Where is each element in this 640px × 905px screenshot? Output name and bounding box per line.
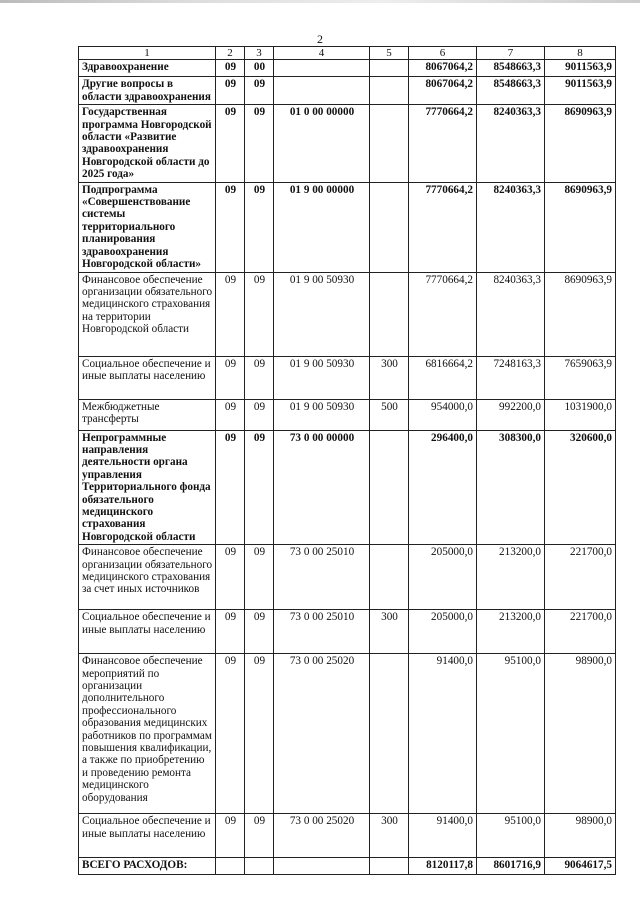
amount-year3-cell: 9064617,5 — [545, 858, 616, 875]
section-code-cell: 09 — [216, 182, 245, 272]
amount-year1-cell: 8120117,8 — [409, 858, 477, 875]
target-article-cell — [274, 77, 370, 105]
target-article-cell: 01 9 00 50930 — [274, 356, 370, 399]
section-code-cell: 09 — [216, 60, 245, 77]
amount-year2-cell: 8240363,3 — [477, 182, 545, 272]
amount-year1-cell: 7770664,2 — [409, 182, 477, 272]
section-code-cell — [216, 858, 245, 875]
amount-year3-cell: 221700,0 — [545, 545, 616, 610]
amount-year2-cell: 95100,0 — [477, 814, 545, 858]
row-name-cell: Финансовое обеспечение мероприятий по организации дополнительного профессионального образования медицинских работников по программам повышения квалификации, а также по приобретению и проведению ремонта медицинского оборудования — [79, 654, 216, 814]
amount-year1-cell: 6816664,2 — [409, 356, 477, 399]
target-article-cell: 01 9 00 50930 — [274, 399, 370, 430]
subsection-code-cell: 09 — [245, 814, 274, 858]
table-row — [79, 814, 616, 858]
amount-year3-cell: 98900,0 — [545, 814, 616, 858]
section-code-cell: 09 — [216, 272, 245, 356]
amount-year2-cell: 95100,0 — [477, 654, 545, 814]
row-name-cell: ВСЕГО РАСХОДОВ: — [79, 858, 216, 875]
row-name-cell: Межбюджетные трансферты — [79, 399, 216, 430]
target-article-cell: 01 9 00 00000 — [274, 182, 370, 272]
table-row — [79, 272, 616, 356]
amount-year1-cell: 7770664,2 — [409, 105, 477, 182]
section-code-cell: 09 — [216, 356, 245, 399]
amount-year1-cell: 91400,0 — [409, 654, 477, 814]
header-cell: 2 — [216, 47, 245, 60]
table-row — [79, 430, 616, 545]
section-code-cell: 09 — [216, 654, 245, 814]
expense-type-cell — [370, 105, 409, 182]
amount-year1-cell: 205000,0 — [409, 610, 477, 654]
row-name-cell: Финансовое обеспечение организации обязательного медицинского страхования за счет иных источников — [79, 545, 216, 610]
section-code-cell: 09 — [216, 430, 245, 545]
amount-year2-cell: 8240363,3 — [477, 105, 545, 182]
subsection-code-cell: 09 — [245, 272, 274, 356]
table-row — [79, 105, 616, 182]
amount-year2-cell: 8601716,9 — [477, 858, 545, 875]
target-article-cell — [274, 858, 370, 875]
amount-year1-cell: 205000,0 — [409, 545, 477, 610]
scan-edge — [0, 0, 640, 3]
table-row — [79, 858, 616, 875]
amount-year3-cell: 221700,0 — [545, 610, 616, 654]
section-code-cell: 09 — [216, 545, 245, 610]
table-row — [79, 399, 616, 430]
row-name-cell: Финансовое обеспечение организации обязательного медицинского страхования на территории Новгородской области — [79, 272, 216, 356]
expense-type-cell: 300 — [370, 814, 409, 858]
amount-year3-cell: 9011563,9 — [545, 77, 616, 105]
table-row — [79, 545, 616, 610]
table-row — [79, 610, 616, 654]
section-code-cell: 09 — [216, 77, 245, 105]
expense-type-cell — [370, 858, 409, 875]
amount-year3-cell: 9011563,9 — [545, 60, 616, 77]
header-cell: 1 — [79, 47, 216, 60]
amount-year1-cell: 8067064,2 — [409, 77, 477, 105]
expense-type-cell — [370, 654, 409, 814]
row-name-cell: Здравоохранение — [79, 60, 216, 77]
header-cell: 5 — [370, 47, 409, 60]
expense-type-cell — [370, 60, 409, 77]
row-name-cell: Подпрограмма «Совершенствование системы территориального планирования здравоохранения Новгородской области» — [79, 182, 216, 272]
amount-year3-cell: 98900,0 — [545, 654, 616, 814]
subsection-code-cell: 09 — [245, 610, 274, 654]
subsection-code-cell — [245, 858, 274, 875]
row-name-cell: Социальное обеспечение и иные выплаты населению — [79, 814, 216, 858]
target-article-cell: 73 0 00 25010 — [274, 545, 370, 610]
expense-type-cell — [370, 272, 409, 356]
amount-year1-cell: 91400,0 — [409, 814, 477, 858]
expense-type-cell — [370, 430, 409, 545]
row-name-cell: Другие вопросы в области здравоохранения — [79, 77, 216, 105]
table-row — [79, 60, 616, 77]
row-name-cell: Социальное обеспечение и иные выплаты населению — [79, 356, 216, 399]
amount-year2-cell: 7248163,3 — [477, 356, 545, 399]
expense-type-cell: 300 — [370, 356, 409, 399]
amount-year2-cell: 308300,0 — [477, 430, 545, 545]
row-name-cell: Социальное обеспечение и иные выплаты населению — [79, 610, 216, 654]
page-number: 2 — [317, 32, 323, 46]
table-row — [79, 182, 616, 272]
expenditure-table — [78, 46, 616, 875]
section-code-cell: 09 — [216, 399, 245, 430]
header-cell: 3 — [245, 47, 274, 60]
amount-year2-cell: 213200,0 — [477, 545, 545, 610]
section-code-cell: 09 — [216, 814, 245, 858]
expense-type-cell — [370, 182, 409, 272]
section-code-cell: 09 — [216, 105, 245, 182]
amount-year3-cell: 8690963,9 — [545, 272, 616, 356]
amount-year3-cell: 8690963,9 — [545, 182, 616, 272]
amount-year3-cell: 1031900,0 — [545, 399, 616, 430]
subsection-code-cell: 09 — [245, 430, 274, 545]
table-header-row — [79, 47, 616, 60]
expense-type-cell: 300 — [370, 610, 409, 654]
subsection-code-cell: 09 — [245, 105, 274, 182]
expense-type-cell: 500 — [370, 399, 409, 430]
amount-year2-cell: 992200,0 — [477, 399, 545, 430]
expense-type-cell — [370, 545, 409, 610]
subsection-code-cell: 09 — [245, 182, 274, 272]
header-cell: 7 — [477, 47, 545, 60]
section-code-cell: 09 — [216, 610, 245, 654]
subsection-code-cell: 00 — [245, 60, 274, 77]
target-article-cell: 73 0 00 25020 — [274, 814, 370, 858]
subsection-code-cell: 09 — [245, 654, 274, 814]
table-row — [79, 77, 616, 105]
header-cell: 6 — [409, 47, 477, 60]
amount-year3-cell: 8690963,9 — [545, 105, 616, 182]
subsection-code-cell: 09 — [245, 77, 274, 105]
amount-year1-cell: 8067064,2 — [409, 60, 477, 77]
amount-year2-cell: 8548663,3 — [477, 60, 545, 77]
target-article-cell — [274, 60, 370, 77]
row-name-cell: Непрограммные направления деятельности органа управления Территориального фонда обязательного медицинского страхования Новгородской области — [79, 430, 216, 545]
amount-year1-cell: 954000,0 — [409, 399, 477, 430]
subsection-code-cell: 09 — [245, 399, 274, 430]
table-row — [79, 356, 616, 399]
amount-year2-cell: 8548663,3 — [477, 77, 545, 105]
target-article-cell: 73 0 00 00000 — [274, 430, 370, 545]
amount-year2-cell: 213200,0 — [477, 610, 545, 654]
header-cell: 4 — [274, 47, 370, 60]
subsection-code-cell: 09 — [245, 545, 274, 610]
amount-year3-cell: 7659063,9 — [545, 356, 616, 399]
target-article-cell: 73 0 00 25010 — [274, 610, 370, 654]
target-article-cell: 73 0 00 25020 — [274, 654, 370, 814]
table-row — [79, 654, 616, 814]
header-cell: 8 — [545, 47, 616, 60]
row-name-cell: Государственная программа Новгородской области «Развитие здравоохранения Новгородской области до 2025 года» — [79, 105, 216, 182]
target-article-cell: 01 9 00 50930 — [274, 272, 370, 356]
target-article-cell: 01 0 00 00000 — [274, 105, 370, 182]
amount-year3-cell: 320600,0 — [545, 430, 616, 545]
amount-year1-cell: 296400,0 — [409, 430, 477, 545]
subsection-code-cell: 09 — [245, 356, 274, 399]
amount-year1-cell: 7770664,2 — [409, 272, 477, 356]
expense-type-cell — [370, 77, 409, 105]
amount-year2-cell: 8240363,3 — [477, 272, 545, 356]
